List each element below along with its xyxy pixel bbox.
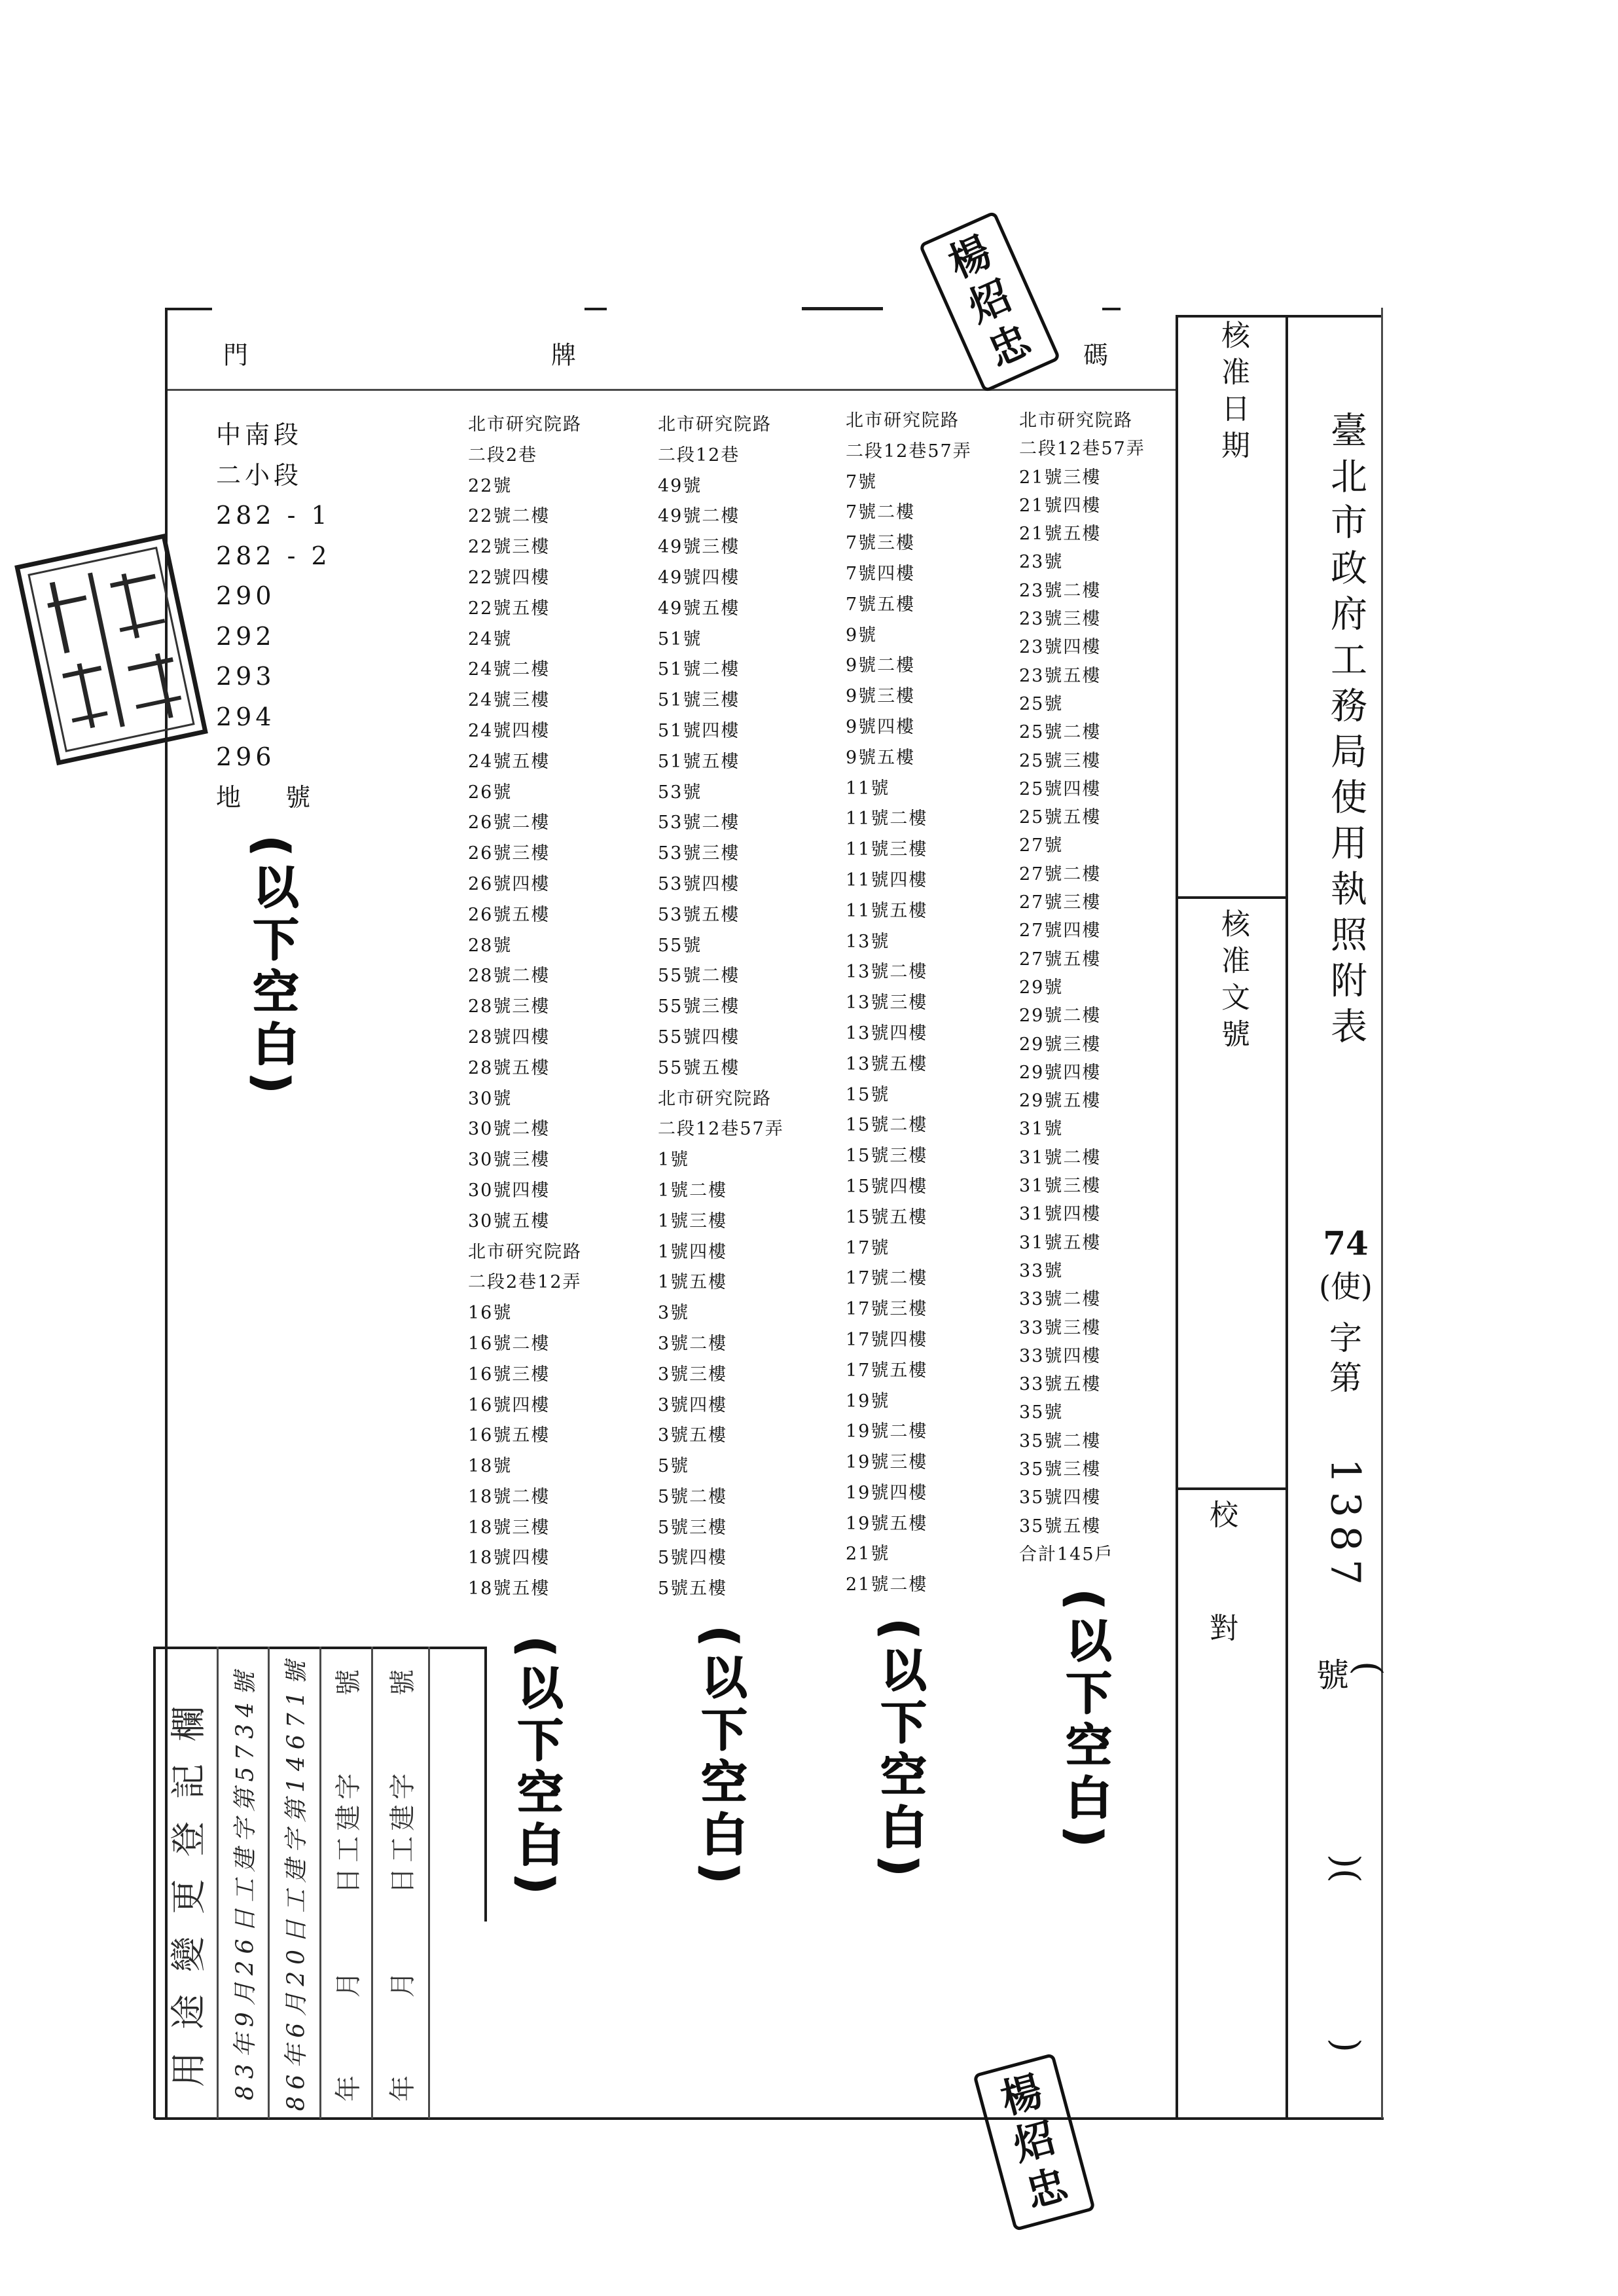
approval-date-bottom-rule (1177, 896, 1287, 899)
address-line: 29號 (1019, 977, 1064, 998)
address-line: 28號四樓 (468, 1027, 550, 1048)
address-line: 17號五樓 (846, 1360, 928, 1381)
address-line: 23號四樓 (1019, 637, 1102, 658)
address-line: 18號二樓 (468, 1486, 550, 1507)
address-line: 19號四樓 (846, 1482, 928, 1503)
address-line: 49號三樓 (658, 537, 740, 558)
address-line: 27號四樓 (1019, 920, 1102, 941)
address-line: 19號 (846, 1391, 890, 1412)
address-line: 北市研究院路 (468, 1241, 582, 1262)
address-line: 31號五樓 (1019, 1232, 1102, 1253)
address-line: 7號四樓 (846, 563, 916, 584)
frame-bottom-rule (154, 2117, 1384, 2120)
address-line: 23號五樓 (1019, 665, 1102, 686)
address-line: 18號四樓 (468, 1548, 550, 1569)
address-line: 24號四樓 (468, 720, 550, 741)
register-blank-line: 年 月 日工建字 號 (387, 1664, 418, 2102)
address-line: 25號 (1019, 693, 1064, 714)
address-line: 9號二樓 (846, 655, 916, 676)
address-line: 26號五樓 (468, 904, 550, 925)
address-line: 16號四樓 (468, 1394, 550, 1415)
address-line: 21號三樓 (1019, 467, 1102, 488)
address-line: 55號二樓 (658, 966, 740, 987)
address-line: 17號三樓 (846, 1299, 928, 1320)
address-line: 24號二樓 (468, 659, 550, 680)
address-line: 7號二樓 (846, 502, 916, 523)
blank-below-stamp: (以下空白) (245, 835, 299, 1100)
address-column (468, 410, 582, 1605)
address-line: 7號五樓 (846, 594, 916, 615)
address-line: 22號 (468, 475, 512, 496)
address-line: 1號三樓 (658, 1211, 728, 1231)
address-line: 25號三樓 (1019, 750, 1102, 771)
register-entry: 83年9月26日工建字第5734號 (232, 1665, 259, 2101)
permit-category: (使) (1319, 1269, 1373, 1304)
land-parcel-line: 282 - 1 (216, 501, 331, 530)
address-line: 33號二樓 (1019, 1289, 1102, 1310)
address-line: 3號三樓 (658, 1364, 728, 1385)
address-line: 21號 (846, 1544, 890, 1565)
address-line: 51號 (658, 629, 702, 649)
address-line: 24號 (468, 629, 512, 649)
address-line: 5號四樓 (658, 1548, 728, 1569)
address-line: 9號 (846, 625, 878, 646)
address-line: 53號 (658, 782, 702, 803)
address-line: 55號三樓 (658, 996, 740, 1017)
address-line: 53號五樓 (658, 904, 740, 925)
blank-below-stamp: (以下空白) (694, 1626, 747, 1890)
land-parcel-line: 293 (216, 662, 276, 691)
address-line: 二段12巷 (658, 445, 740, 465)
address-line: 51號二樓 (658, 659, 740, 680)
address-line: 49號五樓 (658, 598, 740, 619)
frame-top-rule-segment (802, 307, 883, 310)
blank-below-stamp: (以下空白) (510, 1636, 564, 1901)
register-column-rule (217, 1647, 219, 2119)
register-column-rule (319, 1647, 321, 2119)
address-line: 28號 (468, 935, 512, 956)
address-line: 合計145戶 (1019, 1544, 1114, 1565)
address-line: 49號二樓 (658, 506, 740, 527)
address-line: 7號三樓 (846, 533, 916, 554)
address-line: 55號 (658, 935, 702, 956)
address-line: 27號二樓 (1019, 864, 1102, 884)
address-line: 21號五樓 (1019, 524, 1102, 545)
address-line: 22號二樓 (468, 506, 550, 527)
land-parcel-list (216, 415, 331, 818)
address-line: 55號四樓 (658, 1027, 740, 1048)
address-line: 北市研究院路 (846, 410, 960, 431)
land-parcel-line: 294 (216, 702, 276, 731)
land-parcel-line: 中南段 (216, 420, 303, 449)
land-parcel-line: 282 - 2 (216, 541, 331, 570)
header-men: 門 (223, 340, 249, 370)
right-panel-divider-1 (1176, 315, 1178, 2119)
address-line: 22號五樓 (468, 598, 550, 619)
address-line: 19號二樓 (846, 1421, 928, 1442)
land-parcel-line: 二小段 (216, 460, 303, 490)
address-line: 26號三樓 (468, 843, 550, 864)
address-line: 23號三樓 (1019, 609, 1102, 630)
header-ma: 碼 (1083, 340, 1109, 370)
address-line: 15號三樓 (846, 1146, 928, 1167)
name-seal-stamp (973, 2053, 1096, 2232)
address-line: 北市研究院路 (658, 414, 772, 435)
address-line: 16號五樓 (468, 1425, 550, 1446)
address-line: 18號三樓 (468, 1517, 550, 1538)
address-line: 1號二樓 (658, 1180, 728, 1201)
address-line: 二段2巷 (468, 445, 538, 465)
address-line: 25號四樓 (1019, 778, 1102, 799)
address-line: 北市研究院路 (468, 414, 582, 435)
address-line: 3號二樓 (658, 1333, 728, 1354)
permit-year: 74 (1323, 1224, 1369, 1263)
address-line: 29號二樓 (1019, 1006, 1102, 1027)
address-line: 24號五樓 (468, 751, 550, 772)
address-line: 11號二樓 (846, 809, 928, 829)
address-line: 5號三樓 (658, 1517, 728, 1538)
address-line: 31號三樓 (1019, 1176, 1102, 1197)
address-line: 53號二樓 (658, 812, 740, 833)
approval-date-label: 核准日期 (1216, 320, 1249, 467)
address-line: 22號四樓 (468, 567, 550, 588)
address-line: 55號五樓 (658, 1057, 740, 1078)
address-line: 15號 (846, 1084, 890, 1105)
address-line: 29號三樓 (1019, 1034, 1102, 1055)
address-column (1019, 407, 1145, 1569)
header-bottom-rule (166, 389, 1177, 391)
address-line: 35號三樓 (1019, 1459, 1102, 1480)
proofread-top-rule (1177, 1487, 1287, 1490)
register-column-rule (428, 1647, 430, 2119)
permit-bracket: )( (1324, 1854, 1367, 1883)
address-line: 28號三樓 (468, 996, 550, 1017)
address-line: 53號三樓 (658, 843, 740, 864)
address-line: 27號 (1019, 835, 1064, 856)
address-line: 30號三樓 (468, 1150, 550, 1171)
register-title: 用途變更登記欄 (168, 1684, 209, 2087)
address-line: 49號 (658, 475, 702, 496)
address-line: 35號 (1019, 1402, 1064, 1423)
address-line: 21號二樓 (846, 1575, 928, 1595)
address-line: 7號 (846, 471, 878, 492)
address-line: 16號二樓 (468, 1333, 550, 1354)
register-entry: 86年6月20日工建字第14671號 (283, 1654, 310, 2111)
address-line: 53號四樓 (658, 873, 740, 894)
register-column-rule (153, 1647, 156, 2119)
address-line: 1號五樓 (658, 1272, 728, 1293)
name-seal-stamp (918, 211, 1061, 393)
address-line: 17號二樓 (846, 1268, 928, 1289)
frame-top-rule-segment (1102, 308, 1121, 310)
proofread-label-1: 校 (1210, 1499, 1238, 1532)
seal-char: 炤 (1008, 2113, 1060, 2170)
register-column-rule (371, 1647, 373, 2119)
address-line: 35號二樓 (1019, 1430, 1102, 1451)
official-seal-inner-border (27, 547, 194, 752)
address-line: 17號 (846, 1237, 890, 1258)
address-line: 24號三樓 (468, 690, 550, 711)
register-column-rule (268, 1647, 270, 2119)
address-line: 35號四樓 (1019, 1487, 1102, 1508)
proofread-label-2: 對 (1210, 1612, 1238, 1645)
address-line: 9號三樓 (846, 686, 916, 707)
permit-zi: 字 (1329, 1319, 1362, 1357)
address-line: 19號三樓 (846, 1452, 928, 1473)
address-line: 15號四樓 (846, 1176, 928, 1197)
address-line: 18號五樓 (468, 1578, 550, 1599)
address-line: 3號四樓 (658, 1394, 728, 1415)
address-line: 51號三樓 (658, 690, 740, 711)
right-panel-top-rule (1177, 315, 1382, 318)
address-line: 30號 (468, 1088, 512, 1109)
address-line: 11號三樓 (846, 839, 928, 860)
permit-hao: 號 (1316, 1656, 1349, 1694)
address-line: 28號五樓 (468, 1057, 550, 1078)
address-line: 二段12巷57弄 (1019, 439, 1145, 460)
address-line: 19號五樓 (846, 1513, 928, 1534)
address-line: 5號 (658, 1456, 690, 1477)
address-line: 3號 (658, 1303, 690, 1324)
address-line: 3號五樓 (658, 1425, 728, 1446)
register-blank-line: 年 月 日工建字 號 (333, 1664, 364, 2102)
address-line: 11號 (846, 778, 890, 799)
address-line: 北市研究院路 (1019, 410, 1133, 431)
address-line: 51號四樓 (658, 720, 740, 741)
right-panel-divider-2 (1285, 315, 1288, 2119)
seal-char: 忠 (980, 316, 1038, 376)
approval-number-label: 核准文號 (1216, 909, 1249, 1055)
address-line: 33號五樓 (1019, 1374, 1102, 1395)
address-line: 30號二樓 (468, 1119, 550, 1140)
seal-char: 楊 (996, 2066, 1048, 2124)
frame-top-rule-segment (584, 308, 607, 310)
address-line: 北市研究院路 (658, 1088, 772, 1109)
address-line: 31號二樓 (1019, 1147, 1102, 1168)
address-line: 11號四樓 (846, 869, 928, 890)
address-line: 31號 (1019, 1119, 1064, 1140)
register-right-rule (484, 1647, 487, 1922)
address-line: 30號四樓 (468, 1180, 550, 1201)
address-line: 30號五樓 (468, 1211, 550, 1231)
address-line: 35號五樓 (1019, 1516, 1102, 1537)
frame-right-rule (1381, 308, 1383, 2119)
address-line: 5號二樓 (658, 1486, 728, 1507)
land-parcel-line: 292 (216, 621, 276, 651)
address-line: 1號四樓 (658, 1241, 728, 1262)
address-line: 26號 (468, 782, 512, 803)
document-title: 臺北市政府工務局使用執照附表 (1325, 411, 1367, 1053)
blank-below-stamp: (以下空白) (1058, 1589, 1112, 1853)
address-line: 15號二樓 (846, 1115, 928, 1136)
address-line: 13號四樓 (846, 1023, 928, 1044)
address-line: 33號 (1019, 1260, 1064, 1281)
address-line: 13號二樓 (846, 962, 928, 983)
address-line: 49號四樓 (658, 567, 740, 588)
address-line: 25號二樓 (1019, 722, 1102, 743)
header-pai: 牌 (550, 340, 577, 370)
address-line: 33號四樓 (1019, 1345, 1102, 1366)
address-line: 51號五樓 (658, 751, 740, 772)
address-line: 23號二樓 (1019, 580, 1102, 601)
address-line: 23號 (1019, 552, 1064, 573)
seal-char: 炤 (961, 271, 1018, 332)
address-line: 13號 (846, 931, 890, 952)
land-number-label: 地 號 (216, 782, 315, 812)
address-line: 二段12巷57弄 (846, 441, 972, 462)
address-line: 1號 (658, 1150, 690, 1171)
address-line: 26號四樓 (468, 873, 550, 894)
permit-di: 第 (1329, 1359, 1362, 1397)
land-parcel-line: 290 (216, 581, 276, 610)
address-line: 18號 (468, 1456, 512, 1477)
address-column (846, 406, 972, 1601)
address-line: 27號三樓 (1019, 892, 1102, 913)
permit-bracket: ) (1324, 2038, 1367, 2052)
address-line: 22號三樓 (468, 537, 550, 558)
address-line: 16號三樓 (468, 1364, 550, 1385)
blank-below-stamp: (以下空白) (873, 1618, 927, 1883)
address-line: 29號四樓 (1019, 1062, 1102, 1083)
permit-number: 1387 (1321, 1458, 1370, 1593)
address-line: 9號四樓 (846, 716, 916, 737)
address-line: 21號四樓 (1019, 495, 1102, 516)
address-line: 11號五樓 (846, 900, 928, 921)
address-line: 16號 (468, 1303, 512, 1324)
address-line: 31號四樓 (1019, 1204, 1102, 1225)
permit-bracket: ( (1346, 1661, 1390, 1675)
seal-char: 忠 (1020, 2160, 1073, 2217)
address-line: 26號二樓 (468, 812, 550, 833)
address-line: 二段12巷57弄 (658, 1119, 784, 1140)
land-parcel-line: 296 (216, 742, 276, 771)
address-line: 33號三樓 (1019, 1317, 1102, 1338)
address-line: 15號五樓 (846, 1207, 928, 1228)
address-line: 二段2巷12弄 (468, 1272, 582, 1293)
seal-char: 楊 (941, 227, 998, 287)
address-line: 28號二樓 (468, 966, 550, 987)
address-line: 13號三樓 (846, 993, 928, 1013)
frame-top-rule-segment (166, 308, 212, 310)
address-line: 29號五樓 (1019, 1091, 1102, 1112)
address-line: 17號四樓 (846, 1329, 928, 1350)
address-line: 25號五樓 (1019, 807, 1102, 828)
address-line: 9號五樓 (846, 747, 916, 768)
address-line: 27號五樓 (1019, 949, 1102, 970)
address-line: 13號五樓 (846, 1053, 928, 1074)
official-square-seal (14, 534, 208, 765)
address-line: 5號五樓 (658, 1578, 728, 1599)
address-column (658, 410, 784, 1605)
